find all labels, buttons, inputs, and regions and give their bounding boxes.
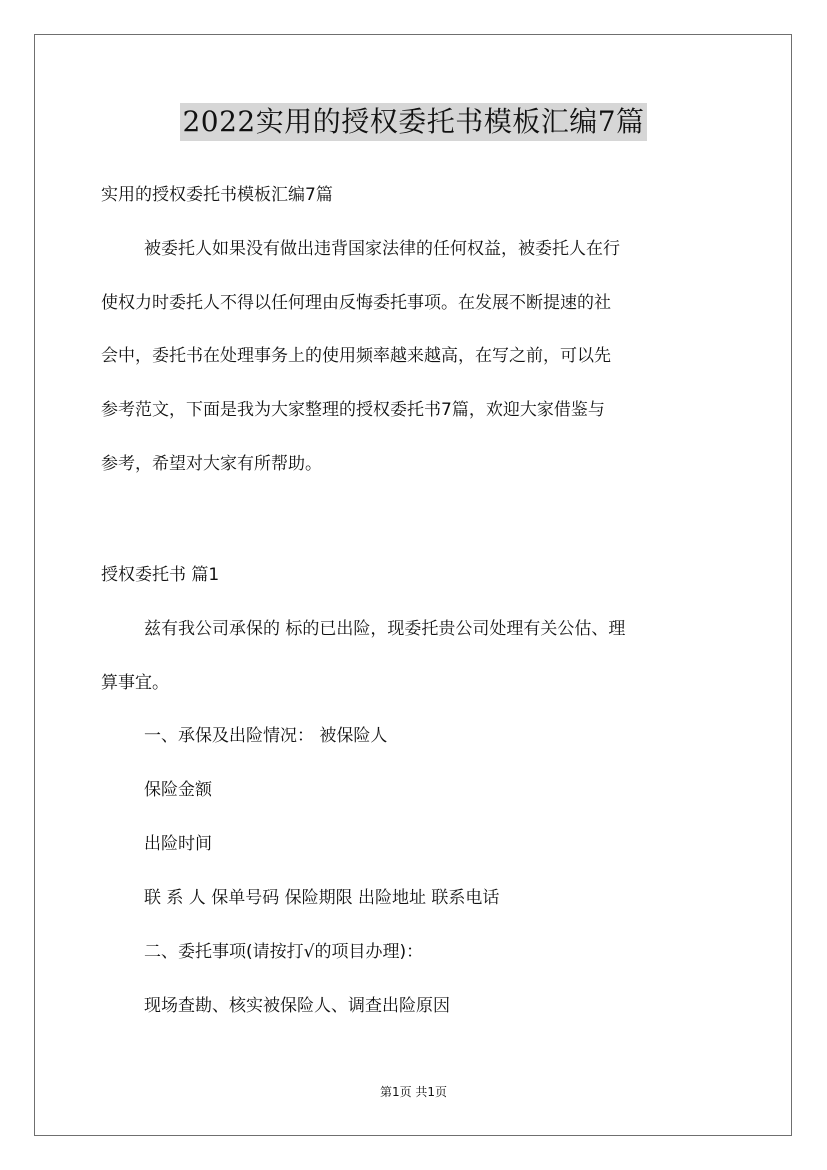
section-1-para-line-1: 兹有我公司承保的 标的已出险，现委托贵公司处理有关公估、理 (144, 619, 626, 639)
intro-line-4: 参考范文，下面是我为大家整理的授权委托书7篇，欢迎大家借鉴与 (101, 400, 605, 420)
section-1-item-5: 二、委托事项(请按打√的项目办理)： (144, 942, 424, 962)
title-container (0, 103, 827, 141)
intro-line-1: 被委托人如果没有做出违背国家法律的任何权益，被委托人在行 (144, 239, 620, 259)
section-1-heading: 授权委托书 篇1 (101, 565, 220, 585)
intro-line-2: 使权力时委托人不得以任何理由反悔委托事项。在发展不断提速的社 (101, 293, 611, 313)
section-1-item-6: 现场查勘、核实被保险人、调查出险原因 (144, 996, 450, 1016)
intro-line-3: 会中，委托书在处理事务上的使用频率越来越高，在写之前，可以先 (101, 346, 611, 366)
document-title: 2022实用的授权委托书模板汇编7篇 (180, 103, 646, 141)
section-1-item-2: 保险金额 (144, 780, 212, 800)
section-1-item-1: 一、承保及出险情况： 被保险人 (144, 726, 388, 746)
page-footer: 第1页 共1页 (379, 1085, 448, 1099)
document-subtitle: 实用的授权委托书模板汇编7篇 (101, 185, 333, 205)
intro-line-5: 参考，希望对大家有所帮助。 (101, 454, 322, 474)
section-1-item-4: 联 系 人 保单号码 保险期限 出险地址 联系电话 (144, 888, 500, 908)
section-1-para-line-2: 算事宜。 (101, 673, 169, 693)
section-1-item-3: 出险时间 (144, 834, 212, 854)
